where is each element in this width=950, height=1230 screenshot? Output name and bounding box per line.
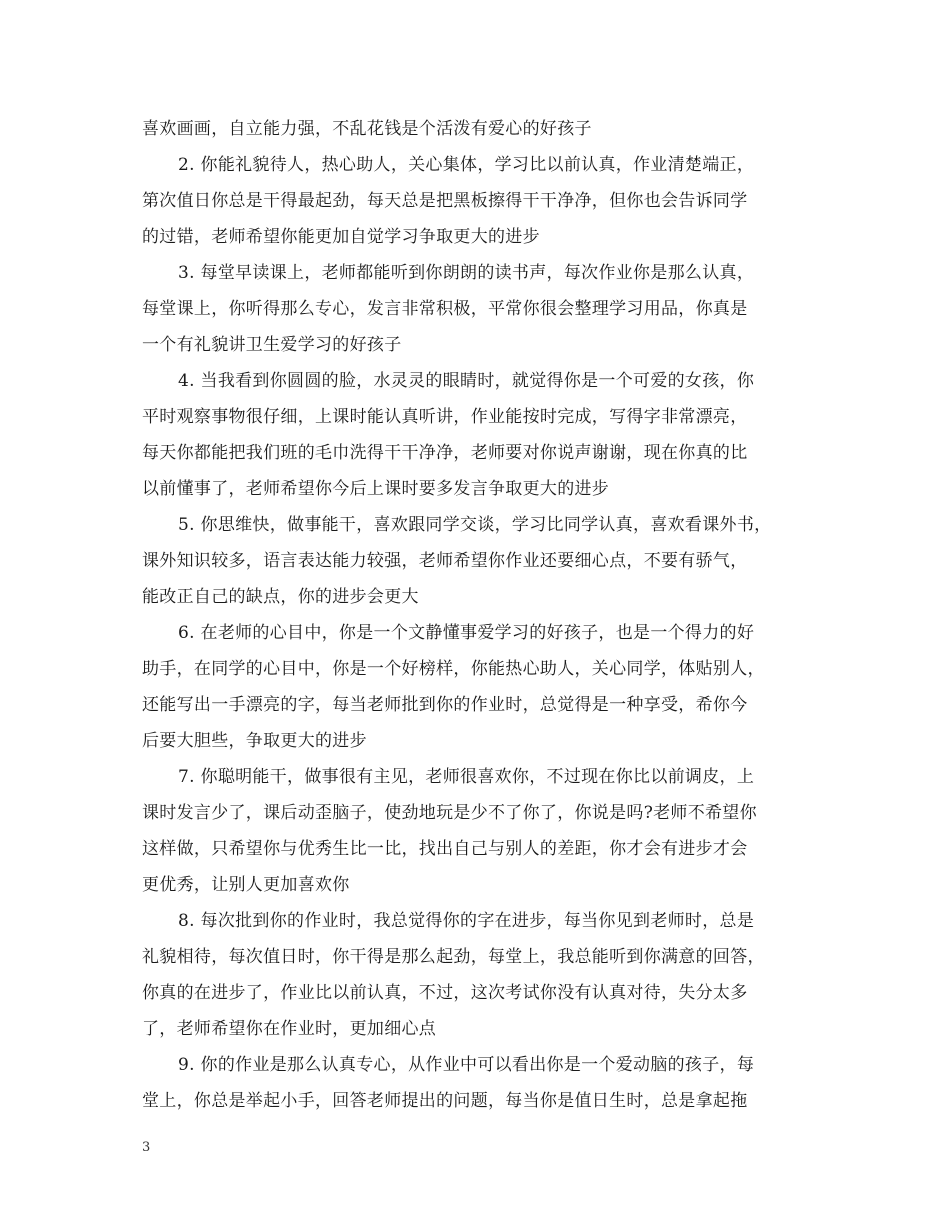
text-line: 第次值日你总是干得最起劲，每天总是把黑板擦得干干净净，但你也会告诉同学 — [142, 191, 748, 211]
text-line: 平时观察事物很仔细，上课时能认真听讲，作业能按时完成，写得字非常漂亮， — [142, 407, 748, 427]
text-line: 一个有礼貌讲卫生爱学习的好孩子 — [142, 335, 402, 355]
text-line: 礼貌相待，每次值日时，你干得是那么起劲，每堂上，我总能听到你满意的回答， — [142, 947, 765, 967]
text-line: 8. 每次批到你的作业时，我总觉得你的字在进步，每当你见到老师时，总是 — [178, 911, 755, 931]
text-line: 课外知识较多，语言表达能力较强，老师希望你作业还要细心点，不要有骄气， — [142, 551, 748, 571]
text-line: 还能写出一手漂亮的字，每当老师批到你的作业时，总觉得是一种享受，希你今 — [142, 695, 748, 715]
text-line: 6. 在老师的心目中，你是一个文静懂事爱学习的好孩子，也是一个得力的好 — [178, 623, 755, 643]
text-line: 后要大胆些，争取更大的进步 — [142, 731, 367, 751]
text-line: 每天你都能把我们班的毛巾洗得干干净净，老师要对你说声谢谢，现在你真的比 — [142, 443, 748, 463]
text-line: 更优秀，让别人更加喜欢你 — [142, 875, 350, 895]
text-line: 7. 你聪明能干，做事很有主见，老师很喜欢你，不过现在你比以前调皮，上 — [178, 767, 755, 787]
text-line: 2. 你能礼貌待人，热心助人，关心集体，学习比以前认真，作业清楚端正， — [178, 155, 755, 175]
text-line: 喜欢画画，自立能力强，不乱花钱是个活泼有爱心的好孩子 — [142, 119, 592, 139]
text-line: 每堂课上，你听得那么专心，发言非常积极，平常你很会整理学习用品，你真是 — [142, 299, 748, 319]
text-line: 这样做，只希望你与优秀生比一比，找出自己与别人的差距，你才会有进步才会 — [142, 839, 748, 859]
text-line: 助手，在同学的心目中，你是一个好榜样，你能热心助人，关心同学，体贴别人， — [142, 659, 765, 679]
text-line: 了，老师希望你在作业时，更加细心点 — [142, 1019, 437, 1039]
text-line: 堂上，你总是举起小手，回答老师提出的问题，每当你是值日生时，总是拿起拖 — [142, 1091, 748, 1111]
text-line: 课时发言少了，课后动歪脑子，使劲地玩是少不了你了，你说是吗?老师不希望你 — [142, 803, 757, 823]
text-line: 4. 当我看到你圆圆的脸，水灵灵的眼睛时，就觉得你是一个可爱的女孩，你 — [178, 371, 755, 391]
text-line: 能改正自己的缺点，你的进步会更大 — [142, 587, 419, 607]
text-line: 以前懂事了，老师希望你今后上课时要多发言争取更大的进步 — [142, 479, 610, 499]
text-line: 9. 你的作业是那么认真专心，从作业中可以看出你是一个爱动脑的孩子，每 — [178, 1055, 755, 1075]
text-line: 的过错，老师希望你能更加自觉学习争取更大的进步 — [142, 227, 540, 247]
text-line: 你真的在进步了，作业比以前认真，不过，这次考试你没有认真对待，失分太多 — [142, 983, 748, 1003]
text-line: 3. 每堂早读课上，老师都能听到你朗朗的读书声，每次作业你是那么认真， — [178, 263, 755, 283]
text-line: 5. 你思维快，做事能干，喜欢跟同学交谈，学习比同学认真，喜欢看课外书， — [178, 515, 772, 535]
page-number: 3 — [142, 1140, 151, 1155]
